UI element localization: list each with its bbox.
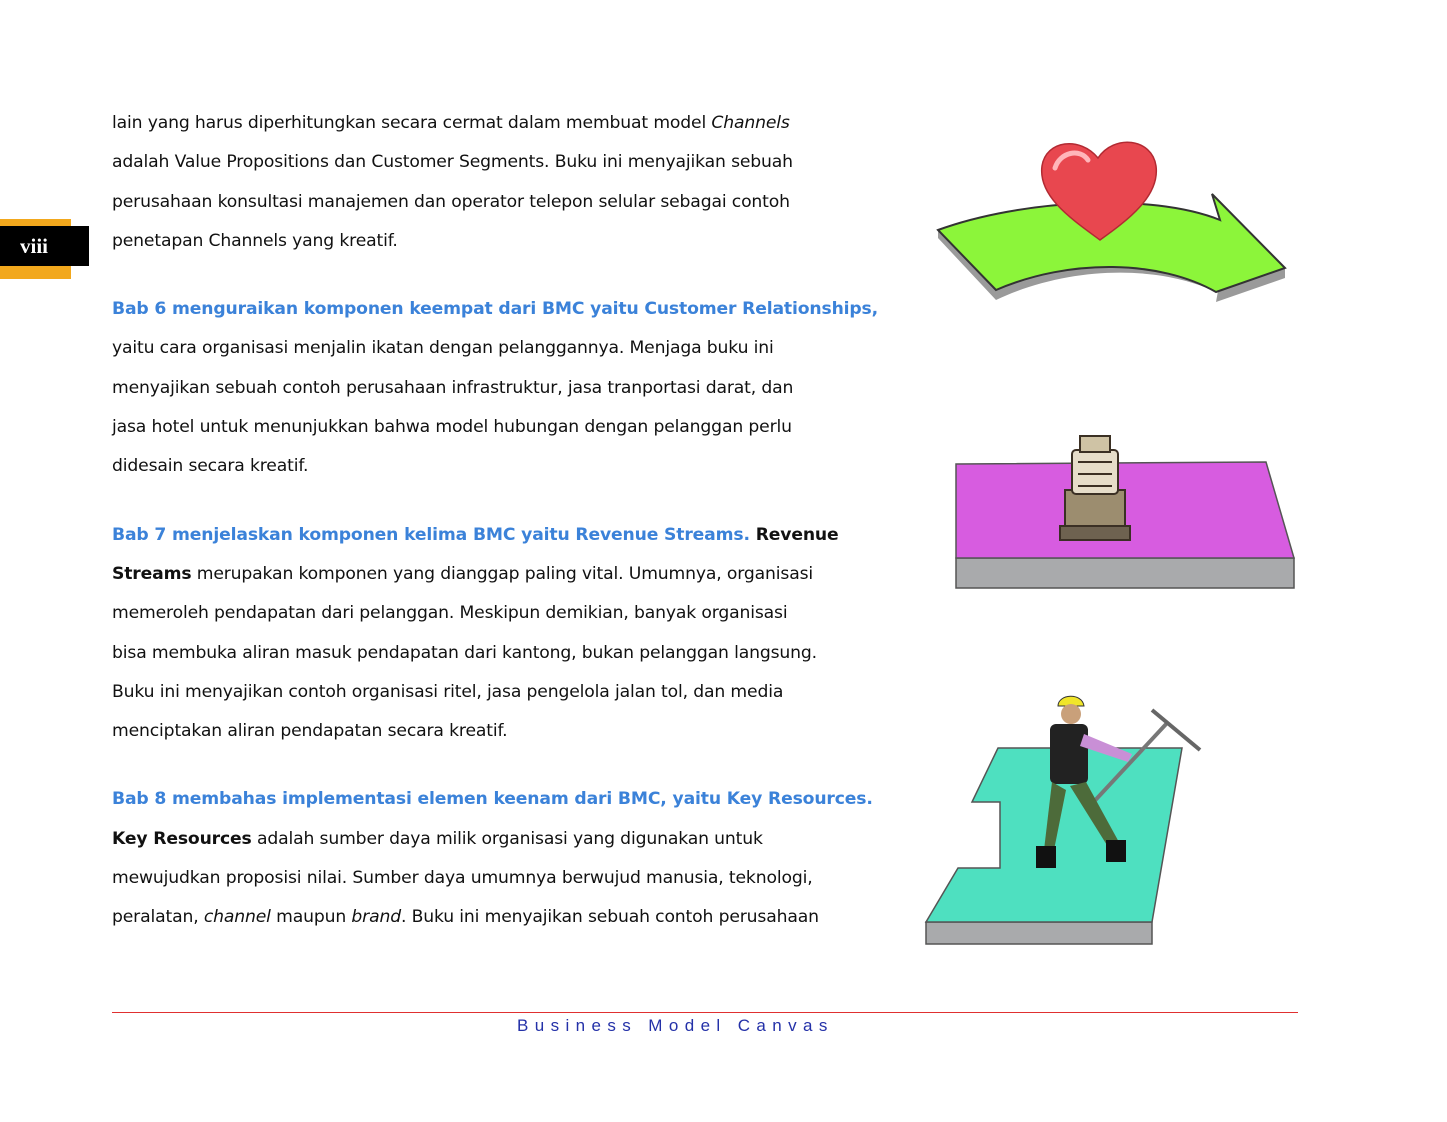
text-run: mewujudkan proposisi nilai. Sumber daya umumnya berwujud manusia, teknologi, (112, 868, 813, 889)
piece-side (926, 922, 1152, 944)
text-run: yaitu cara organisasi menjalin ikatan dengan pelanggannya. Menjaga buku ini (112, 338, 774, 359)
text-run: menyajikan sebuah contoh perusahaan infrastruktur, jasa tranportasi darat, dan (112, 377, 794, 398)
paragraph-bab-7 (112, 516, 902, 752)
text-run: adalah sumber daya milik organisasi yang digunakan untuk (251, 828, 763, 849)
text-run: didesain secara kreatif. (112, 456, 309, 477)
page-number: viii (0, 226, 89, 266)
text-run: merupakan komponen yang dianggap paling vital. Umumnya, organisasi (191, 563, 814, 584)
text-run: . Buku ini menyajikan sebuah contoh perusahaan (400, 907, 819, 928)
text-run: penetapan Channels yang kreatif. (112, 230, 398, 251)
chapter-lead: Bab 7 menjelaskan komponen kelima BMC yaitu Revenue Streams. (112, 524, 750, 545)
bold-term: Revenue (749, 524, 839, 545)
text-run: bisa membuka aliran masuk pendapatan dari kantong, bukan pelanggan langsung. (112, 642, 817, 663)
text-run: memeroleh pendapatan dari pelanggan. Meskipun demikian, banyak organisasi (112, 603, 788, 624)
paragraph-channels (112, 104, 902, 261)
italic-term: Channels (711, 113, 790, 133)
text-run: adalah Value Propositions dan Customer Segments. Buku ini menyajikan sebuah (112, 152, 793, 173)
italic-term: brand (351, 907, 401, 928)
block-side (956, 558, 1294, 588)
text-run: jasa hotel untuk menunjukkan bahwa model hubungan dengan pelanggan perlu (112, 417, 792, 438)
footer-title: Business Model Canvas (517, 1016, 834, 1035)
chapter-lead: Bab 6 menguraikan komponen keempat dari BMC yaitu Customer Relationships, (112, 299, 879, 320)
text-run: lain yang harus diperhitungkan secara cermat dalam membuat model (112, 113, 712, 133)
text-run: peralatan, (112, 907, 204, 928)
text-run: maupun (270, 907, 352, 928)
heart-arrow-illustration (930, 130, 1300, 310)
italic-term: channel (203, 907, 271, 928)
bold-term: Key Resources (112, 828, 252, 849)
text-run: perusahaan konsultasi manajemen dan operator telepon selular sebagai contoh (112, 191, 790, 212)
chapter-lead: Bab 8 membahas implementasi elemen keenam dari BMC, yaitu Key Resources. (112, 789, 873, 810)
miner-illustration (920, 690, 1210, 950)
footer-rule (112, 1012, 1298, 1013)
text-run: Buku ini menyajikan contoh organisasi ritel, jasa pengelola jalan tol, dan media (112, 681, 784, 702)
text-run: menciptakan aliran pendapatan secara kreatif. (112, 721, 508, 742)
body-text (112, 104, 902, 938)
cash-register-illustration (950, 430, 1300, 600)
paragraph-bab-8 (112, 780, 902, 937)
bold-term: Streams (112, 563, 192, 584)
paragraph-bab-6 (112, 290, 902, 486)
